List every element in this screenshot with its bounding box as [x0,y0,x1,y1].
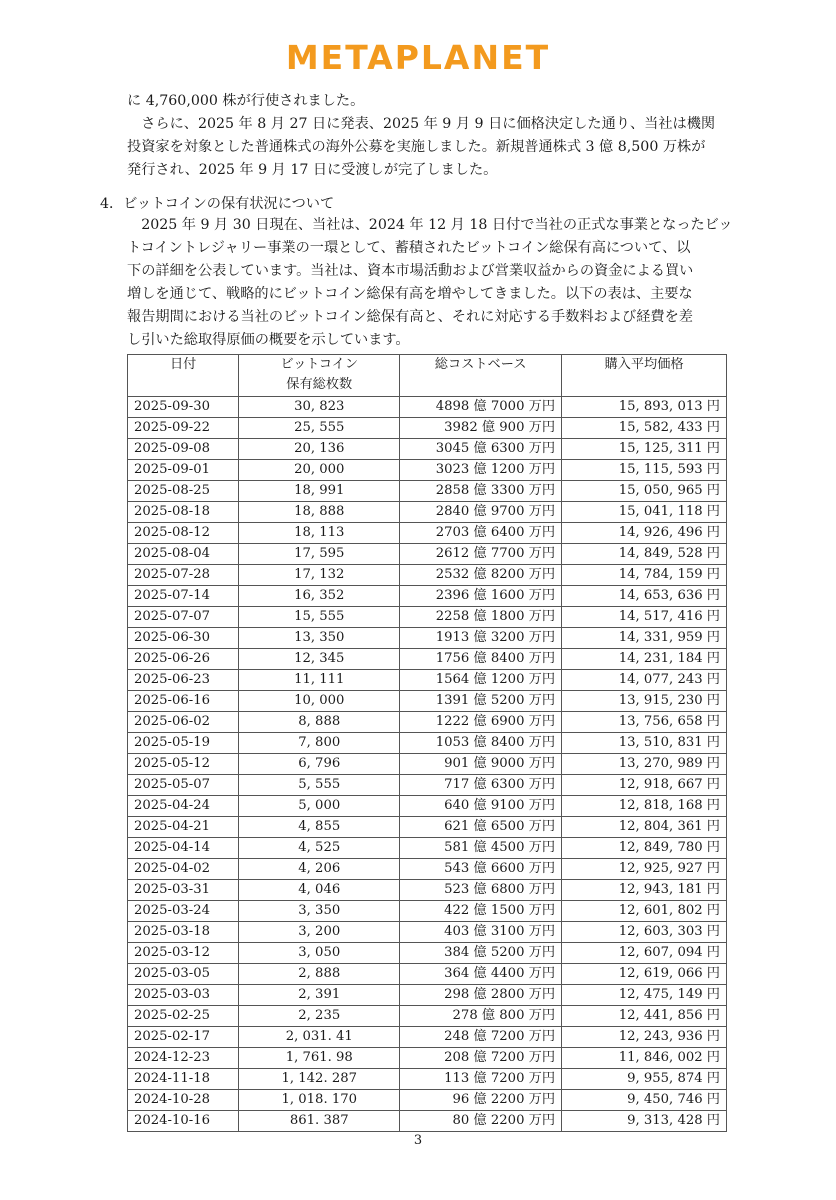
cell-btc-holdings: 25, 555 [239,418,400,439]
table-row [128,628,727,649]
table-row [128,901,727,922]
cell-total-cost: 1053 億 8400 万円 [400,733,562,754]
paragraph-intro [127,90,747,113]
cell-btc-holdings: 5, 555 [239,775,400,796]
table-row [128,691,727,712]
table-row [128,1069,727,1090]
cell-average-price: 12, 849, 780 円 [562,838,727,859]
cell-btc-holdings: 17, 132 [239,565,400,586]
header-date: 日付 [128,355,239,397]
cell-date: 2025-04-24 [128,796,239,817]
cell-total-cost: 80 億 2200 万円 [400,1111,562,1132]
cell-date: 2025-05-19 [128,733,239,754]
table-row [128,607,727,628]
cell-total-cost: 543 億 6600 万円 [400,859,562,880]
cell-total-cost: 640 億 9100 万円 [400,796,562,817]
cell-btc-holdings: 8, 888 [239,712,400,733]
cell-date: 2025-08-04 [128,544,239,565]
cell-btc-holdings: 12, 345 [239,649,400,670]
cell-average-price: 14, 517, 416 円 [562,607,727,628]
cell-average-price: 12, 441, 856 円 [562,1006,727,1027]
cell-average-price: 15, 050, 965 円 [562,481,727,502]
cell-average-price: 14, 331, 959 円 [562,628,727,649]
cell-btc-holdings: 3, 350 [239,901,400,922]
cell-average-price: 14, 784, 159 円 [562,565,727,586]
text-line: 増しを通じて、戦略的にビットコイン総保有高を増やしてきました。以下の表は、主要な [127,286,693,302]
cell-average-price: 15, 125, 311 円 [562,439,727,460]
cell-average-price: 12, 918, 667 円 [562,775,727,796]
cell-total-cost: 581 億 4500 万円 [400,838,562,859]
cell-btc-holdings: 20, 136 [239,439,400,460]
cell-date: 2025-07-28 [128,565,239,586]
table-row [128,649,727,670]
cell-btc-holdings: 2, 391 [239,985,400,1006]
table-row [128,964,727,985]
cell-total-cost: 717 億 6300 万円 [400,775,562,796]
cell-total-cost: 3045 億 6300 万円 [400,439,562,460]
cell-date: 2025-03-05 [128,964,239,985]
cell-average-price: 15, 893, 013 円 [562,397,727,418]
table-row [128,733,727,754]
cell-btc-holdings: 13, 350 [239,628,400,649]
cell-date: 2025-06-02 [128,712,239,733]
cell-total-cost: 3982 億 900 万円 [400,418,562,439]
table-row [128,1090,727,1111]
cell-average-price: 14, 653, 636 円 [562,586,727,607]
cell-date: 2025-03-24 [128,901,239,922]
cell-date: 2025-06-23 [128,670,239,691]
table-body [128,397,727,1132]
cell-average-price: 13, 915, 230 円 [562,691,727,712]
table-row [128,397,727,418]
cell-date: 2024-12-23 [128,1048,239,1069]
table-row [128,943,727,964]
cell-btc-holdings: 5, 000 [239,796,400,817]
cell-date: 2025-06-26 [128,649,239,670]
bitcoin-holdings-table [127,354,727,1132]
cell-average-price: 13, 756, 658 円 [562,712,727,733]
paragraph-public-offering [127,113,747,182]
cell-date: 2025-03-12 [128,943,239,964]
cell-total-cost: 2532 億 8200 万円 [400,565,562,586]
cell-average-price: 15, 115, 593 円 [562,460,727,481]
text-line: さらに、2025 年 8 月 27 日に発表、2025 年 9 月 9 日に価格決定した通り、当社は機関 [127,116,716,132]
table-row [128,838,727,859]
cell-date: 2025-03-31 [128,880,239,901]
cell-btc-holdings: 2, 888 [239,964,400,985]
cell-date: 2024-10-28 [128,1090,239,1111]
cell-total-cost: 278 億 800 万円 [400,1006,562,1027]
cell-average-price: 9, 955, 874 円 [562,1069,727,1090]
cell-total-cost: 1913 億 3200 万円 [400,628,562,649]
cell-average-price: 12, 607, 094 円 [562,943,727,964]
table-row [128,1048,727,1069]
table-row [128,439,727,460]
cell-average-price: 14, 231, 184 円 [562,649,727,670]
cell-btc-holdings: 1, 761. 98 [239,1048,400,1069]
cell-btc-holdings: 15, 555 [239,607,400,628]
cell-btc-holdings: 17, 595 [239,544,400,565]
header-total-cost: 総コストベース [400,355,562,397]
table-row [128,670,727,691]
cell-btc-holdings: 1, 018. 170 [239,1090,400,1111]
cell-total-cost: 2840 億 9700 万円 [400,502,562,523]
cell-btc-holdings: 20, 000 [239,460,400,481]
cell-btc-holdings: 1, 142. 287 [239,1069,400,1090]
cell-date: 2025-06-30 [128,628,239,649]
cell-date: 2025-08-12 [128,523,239,544]
cell-date: 2025-06-16 [128,691,239,712]
text-line: 報告期間における当社のビットコイン総保有高と、それに対応する手数料および経費を差 [127,309,693,325]
cell-average-price: 15, 041, 118 円 [562,502,727,523]
table-row [128,1027,727,1048]
cell-btc-holdings: 10, 000 [239,691,400,712]
cell-total-cost: 2612 億 7700 万円 [400,544,562,565]
table-row [128,460,727,481]
table-row [128,586,727,607]
cell-date: 2025-02-25 [128,1006,239,1027]
cell-btc-holdings: 4, 525 [239,838,400,859]
cell-average-price: 12, 818, 168 円 [562,796,727,817]
table-row [128,1006,727,1027]
text-line: 下の詳細を公表しています。当社は、資本市場活動および営業収益からの資金による買い [127,263,694,279]
cell-total-cost: 1391 億 5200 万円 [400,691,562,712]
cell-btc-holdings: 16, 352 [239,586,400,607]
cell-average-price: 13, 510, 831 円 [562,733,727,754]
cell-btc-holdings: 861. 387 [239,1111,400,1132]
table-row [128,544,727,565]
cell-average-price: 12, 243, 936 円 [562,1027,727,1048]
cell-average-price: 15, 582, 433 円 [562,418,727,439]
paragraph-bitcoin-holdings [127,214,747,352]
cell-total-cost: 523 億 6800 万円 [400,880,562,901]
table-row [128,859,727,880]
table-row [128,796,727,817]
cell-average-price: 14, 077, 243 円 [562,670,727,691]
table-row [128,523,727,544]
cell-total-cost: 422 億 1500 万円 [400,901,562,922]
cell-date: 2025-07-07 [128,607,239,628]
table-row [128,754,727,775]
cell-total-cost: 208 億 7200 万円 [400,1048,562,1069]
cell-total-cost: 2258 億 1800 万円 [400,607,562,628]
cell-btc-holdings: 3, 050 [239,943,400,964]
cell-date: 2025-07-14 [128,586,239,607]
cell-btc-holdings: 2, 031. 41 [239,1027,400,1048]
table-row [128,481,727,502]
cell-average-price: 11, 846, 002 円 [562,1048,727,1069]
cell-average-price: 14, 926, 496 円 [562,523,727,544]
cell-total-cost: 621 億 6500 万円 [400,817,562,838]
cell-average-price: 12, 925, 927 円 [562,859,727,880]
cell-average-price: 13, 270, 989 円 [562,754,727,775]
metaplanet-logo: METAPLANET [285,38,551,77]
cell-date: 2025-09-30 [128,397,239,418]
header-btc-line2: 保有総枚数 [286,377,353,392]
cell-average-price: 12, 943, 181 円 [562,880,727,901]
header-btc-holdings [239,355,400,397]
table-row [128,880,727,901]
table-row [128,418,727,439]
text-line: 2025 年 9 月 30 日現在、当社は、2024 年 12 月 18 日付で当社の正式な事業となったビッ [127,217,733,233]
text-line: トコイントレジャリー事業の一環として、蓄積されたビットコイン総保有高について、以 [127,240,691,256]
table-row [128,817,727,838]
cell-date: 2025-04-14 [128,838,239,859]
text-line: し引いた総取得原価の概要を示しています。 [127,332,410,348]
cell-date: 2025-05-07 [128,775,239,796]
cell-average-price: 12, 475, 149 円 [562,985,727,1006]
table-row [128,985,727,1006]
cell-total-cost: 384 億 5200 万円 [400,943,562,964]
table-row [128,712,727,733]
cell-date: 2024-11-18 [128,1069,239,1090]
cell-total-cost: 113 億 7200 万円 [400,1069,562,1090]
table-row [128,1111,727,1132]
cell-total-cost: 248 億 7200 万円 [400,1027,562,1048]
text-line: 発行され、2025 年 9 月 17 日に受渡しが完了しました。 [127,162,498,178]
cell-date: 2025-05-12 [128,754,239,775]
table-row [128,502,727,523]
cell-total-cost: 298 億 2800 万円 [400,985,562,1006]
cell-total-cost: 1564 億 1200 万円 [400,670,562,691]
cell-average-price: 9, 450, 746 円 [562,1090,727,1111]
cell-total-cost: 96 億 2200 万円 [400,1090,562,1111]
cell-date: 2025-08-25 [128,481,239,502]
cell-date: 2025-02-17 [128,1027,239,1048]
cell-date: 2025-04-02 [128,859,239,880]
cell-total-cost: 1222 億 6900 万円 [400,712,562,733]
cell-total-cost: 3023 億 1200 万円 [400,460,562,481]
cell-total-cost: 364 億 4400 万円 [400,964,562,985]
cell-btc-holdings: 4, 206 [239,859,400,880]
text-line: 投資家を対象とした普通株式の海外公募を実施しました。新規普通株式 3 億 8,500 万株が [127,139,706,155]
cell-btc-holdings: 6, 796 [239,754,400,775]
table-row [128,775,727,796]
cell-total-cost: 1756 億 8400 万円 [400,649,562,670]
cell-date: 2025-04-21 [128,817,239,838]
cell-average-price: 12, 601, 802 円 [562,901,727,922]
header-btc-line1: ビットコイン [280,357,359,372]
cell-btc-holdings: 30, 823 [239,397,400,418]
cell-date: 2025-09-01 [128,460,239,481]
cell-total-cost: 901 億 9000 万円 [400,754,562,775]
cell-btc-holdings: 18, 991 [239,481,400,502]
cell-average-price: 12, 619, 066 円 [562,964,727,985]
cell-total-cost: 2396 億 1600 万円 [400,586,562,607]
cell-total-cost: 2858 億 3300 万円 [400,481,562,502]
cell-average-price: 14, 849, 528 円 [562,544,727,565]
cell-btc-holdings: 4, 855 [239,817,400,838]
cell-btc-holdings: 7, 800 [239,733,400,754]
cell-average-price: 12, 603, 303 円 [562,922,727,943]
cell-date: 2025-09-08 [128,439,239,460]
cell-date: 2025-08-18 [128,502,239,523]
cell-average-price: 12, 804, 361 円 [562,817,727,838]
cell-total-cost: 403 億 3100 万円 [400,922,562,943]
section-heading: 4．ビットコインの保有状況について [100,196,335,212]
cell-total-cost: 2703 億 6400 万円 [400,523,562,544]
header-average-price: 購入平均価格 [562,355,727,397]
table-row [128,922,727,943]
cell-btc-holdings: 11, 111 [239,670,400,691]
cell-btc-holdings: 2, 235 [239,1006,400,1027]
text-line: に 4,760,000 株が行使されました。 [127,93,365,109]
page-number: 3 [413,1133,423,1148]
cell-date: 2025-03-18 [128,922,239,943]
cell-btc-holdings: 18, 888 [239,502,400,523]
cell-average-price: 9, 313, 428 円 [562,1111,727,1132]
cell-btc-holdings: 4, 046 [239,880,400,901]
cell-date: 2024-10-16 [128,1111,239,1132]
cell-btc-holdings: 18, 113 [239,523,400,544]
cell-btc-holdings: 3, 200 [239,922,400,943]
table-row [128,565,727,586]
cell-date: 2025-09-22 [128,418,239,439]
table-header-row [128,355,727,397]
cell-total-cost: 4898 億 7000 万円 [400,397,562,418]
cell-date: 2025-03-03 [128,985,239,1006]
